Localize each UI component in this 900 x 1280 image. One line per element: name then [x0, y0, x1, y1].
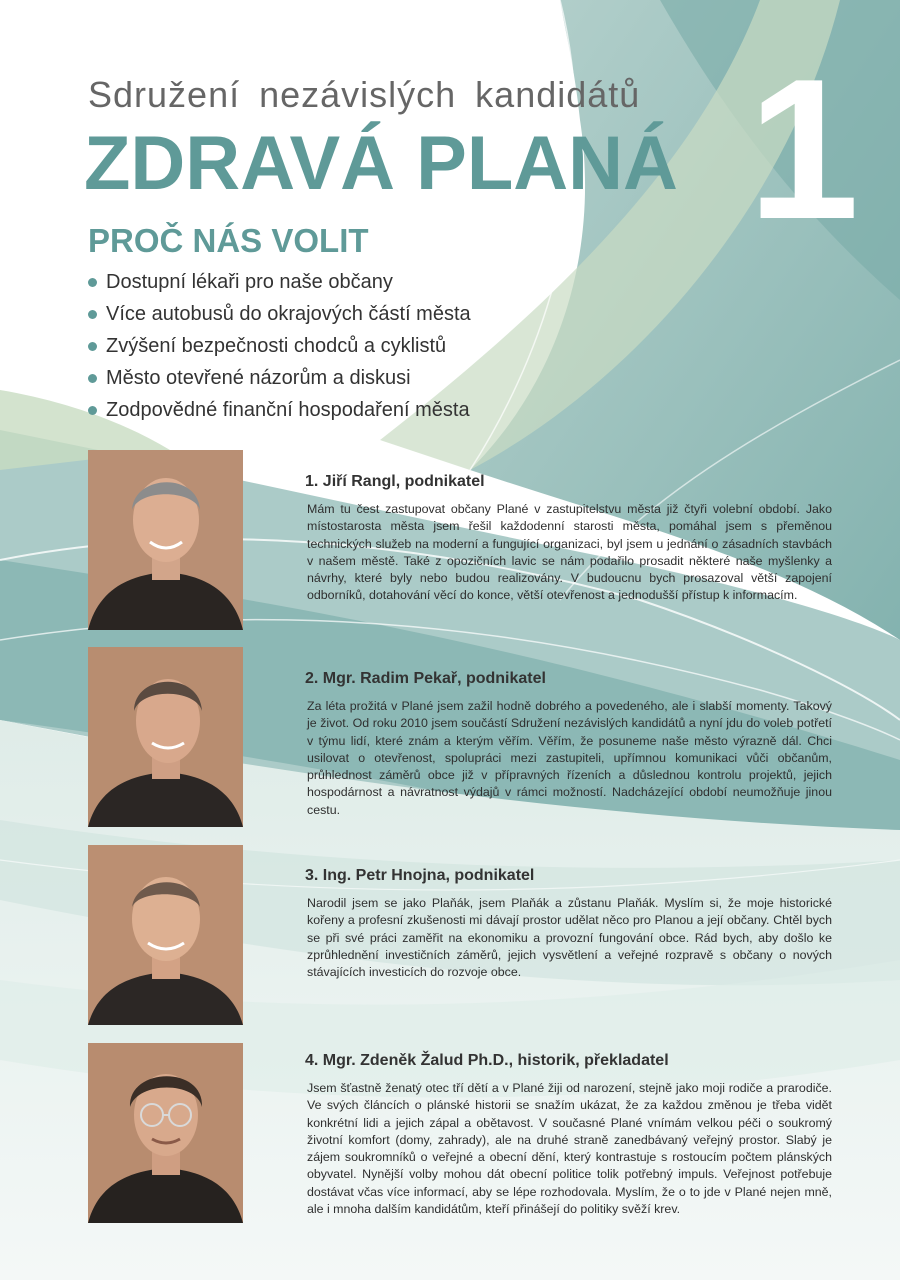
program-points — [88, 266, 471, 426]
candidate-bio: Za léta prožitá v Plané jsem zažil hodně dobrého a povedeného, ale i slabší momenty. Takový je život. Od roku 2010 jsem součástí Sdružení nezávislých kandidátů a nyní jdu do voleb potřetí v týmu lidí, které znám a kterým věřím. Věřím, že posuneme naše město výrazně dál. Chci usilovat o otevřenost, spolupráci mezi zastupiteli, upřímnou komunikaci vůči občanům, průhlednost záměrů obce již v přípravných řízeních a důslednou kontrolu projektů, jejich hospodárnost a návratnost výdajů v rámci možností. Nadcházející období neumožňuje jinou cestu. — [307, 699, 832, 817]
candidate-photo — [88, 647, 243, 827]
program-point-text: Dostupní lékaři pro naše občany — [106, 271, 393, 293]
list-number: 1 — [748, 38, 860, 261]
candidate-name: 3. Ing. Petr Hnojna, podnikatel — [305, 867, 535, 884]
candidate-photo — [88, 450, 243, 630]
list-item — [88, 394, 471, 426]
bullet-icon — [88, 342, 97, 351]
bullet-icon — [88, 406, 97, 415]
program-point-text: Zvýšení bezpečnosti chodců a cyklistů — [106, 335, 447, 357]
portrait-icon — [88, 450, 243, 630]
party-subtitle: Sdružení nezávislých kandidátů — [88, 74, 641, 115]
party-title: ZDRAVÁ PLANÁ — [84, 121, 678, 206]
program-point-text: Město otevřené názorům a diskusi — [106, 367, 411, 389]
candidate-name: 4. Mgr. Zdeněk Žalud Ph.D., historik, překladatel — [305, 1052, 669, 1069]
list-item — [88, 330, 471, 362]
bullet-icon — [88, 374, 97, 383]
bullet-icon — [88, 310, 97, 319]
candidate-photo — [88, 845, 243, 1025]
list-item — [88, 362, 471, 394]
portrait-icon — [88, 845, 243, 1025]
program-heading: PROČ NÁS VOLIT — [88, 222, 369, 259]
bullet-icon — [88, 278, 97, 287]
candidate-photo — [88, 1043, 243, 1223]
list-item — [88, 266, 471, 298]
candidate-name: 1. Jiří Rangl, podnikatel — [305, 473, 485, 490]
candidate-bio: Mám tu čest zastupovat občany Plané v zastupitelstvu města již čtyři volební období. Jako místostarosta města jsem řešil každodenní starosti města, pomáhal jsem s přeměnou technických služeb na moderní a fungující organizaci, byl jsem u jednání o zásadních stavbách v našem městě. Také z opozičních lavic se nám podařilo prosadit některé naše myšlenky a návrhy, které byly nebo budou realizovány. V budoucnu bych prosazoval větší zapojení odborníků, dotahování věcí do konce, větší otevřenost a jednodušší přístup k informacím. — [307, 502, 832, 603]
candidate-bio: Jsem šťastně ženatý otec tří dětí a v Plané žiji od narození, stejně jako moji rodiče a prarodiče. Ve svých článcích o plánské historii se snažím ukázat, že za každou změnou je třeba vidět konkrétní lidi a jejich zápal a obětavost. V současné Plané vnímám velkou péči o soukromý životní komfort (domy, zahrady), ale na druhé straně zanedbávaný veřejný prostor. Slabý je zájem soukromníků o veřejné a obecní dění, který kontrastuje s rostoucím počtem plánských obyvatel. Nynější volby mohou dát obecní politice tolik potřebný impuls. Veřejnost potřebuje dostávat včas více informací, aby se lépe rozhodovala. Myslím, že o to jde v Plané nejen mně, ale i mnoha dalším kandidátům, kteří přinášejí do politiky svěží krev. — [307, 1081, 832, 1217]
program-point-text: Více autobusů do okrajových částí města — [106, 303, 471, 325]
portrait-icon — [88, 1043, 243, 1223]
list-item — [88, 298, 471, 330]
candidate-bio: Narodil jsem se jako Plaňák, jsem Plaňák a zůstanu Plaňák. Myslím si, že moje historické kořeny a profesní zkušenosti mi dávají prostor udělat něco pro Planou a její občany. Chtěl bych se při své práci zaměřit na ekonomiku a provozní fungování obce. Rád bych, aby došlo ke zprůhlednění investičních záměrů, jejich vysvětlení a veřejné rozpravě s občany o nových stávajících investicích do rozvoje obce. — [307, 896, 832, 980]
candidate-name: 2. Mgr. Radim Pekař, podnikatel — [305, 670, 546, 687]
program-point-text: Zodpovědné finanční hospodaření města — [106, 399, 470, 421]
portrait-icon — [88, 647, 243, 827]
